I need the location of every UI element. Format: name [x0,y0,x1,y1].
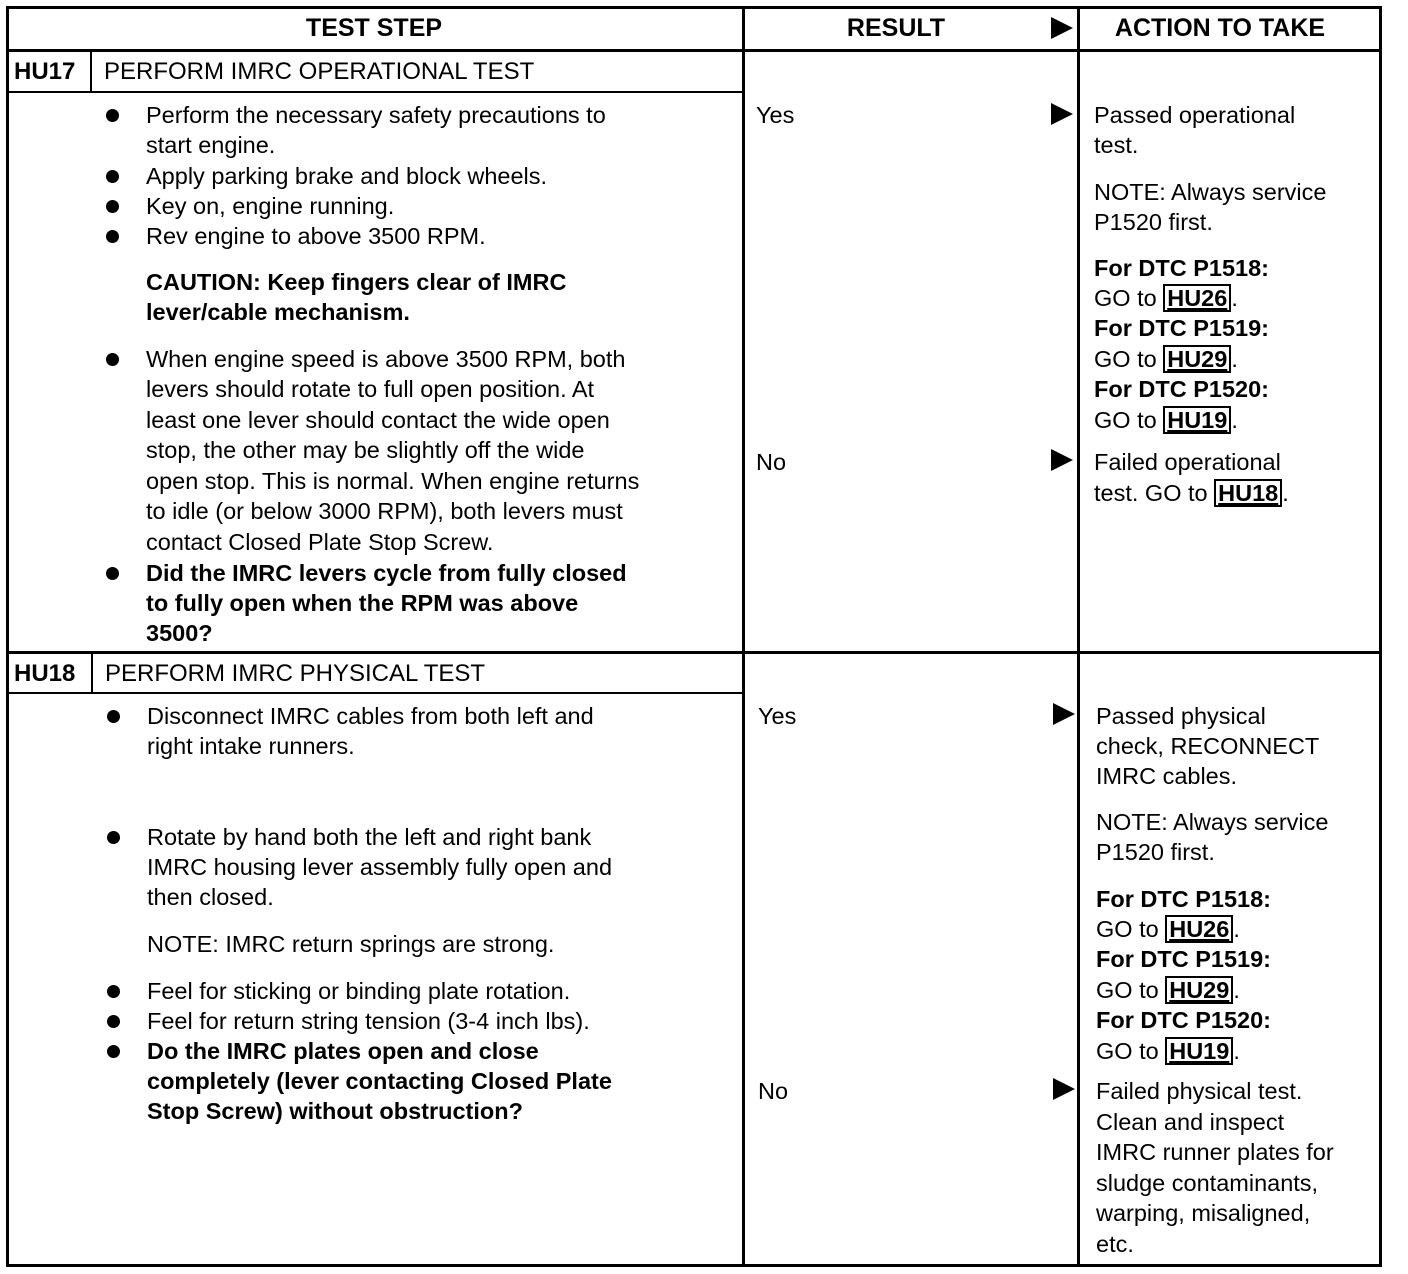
hu17-dtc1-go: GO to HU26 . [1094,285,1238,311]
hu17-yes-action-line1: Passed operational [1094,102,1296,128]
hu17-id: HU17 [14,58,76,85]
hu17-result-yes: Yes [756,102,795,128]
bullet-icon [106,567,119,580]
hu17-step5-line5: open stop. This is normal. When engine returns [146,468,640,494]
hu17-no-link[interactable]: HU18 [1214,479,1282,507]
hu17-question-line2: to fully open when the RPM was above [146,590,579,616]
hu17-no-arrow-icon [1051,449,1073,471]
header-test-step: TEST STEP [305,14,443,42]
hu17-step2: Apply parking brake and block wheels. [146,163,548,189]
hu17-step4: Rev engine to above 3500 RPM. [146,223,486,249]
header-action: ACTION TO TAKE [1114,14,1326,42]
hu17-step1-line1: Perform the necessary safety precautions to [146,102,606,128]
hu17-no-action-line1: Failed operational [1094,449,1281,475]
hu18-dtc3-go: GO to HU19 . [1096,1038,1240,1064]
hu18-dtc1-go: GO to HU26 . [1096,916,1240,942]
hu17-caution-line1: CAUTION: Keep fingers clear of IMRC [146,269,567,295]
hu18-yes-action-line3: IMRC cables. [1096,763,1238,789]
hu18-step2-line2: IMRC housing lever assembly fully open and [147,854,613,880]
hu17-dtc3-link[interactable]: HU19 [1163,406,1231,434]
col-divider-1 [742,6,745,1267]
table-border-right [1379,6,1382,1267]
diagnostic-table [6,6,1382,1268]
hu18-question-line3: Stop Screw) without obstruction? [147,1098,523,1124]
hu17-yes-action-line2: test. [1094,132,1139,158]
hu18-id: HU18 [14,660,76,687]
hu18-no-action-line1: Failed physical test. [1096,1078,1303,1104]
hu17-step3: Key on, engine running. [146,193,395,219]
hu17-caution-line2: lever/cable mechanism. [146,299,410,325]
hu17-step5-line2: levers should rotate to full open position. At [146,376,595,402]
bullet-icon [107,1045,120,1058]
hu17-step5-line1: When engine speed is above 3500 RPM, both [146,346,626,372]
bullet-icon [107,985,120,998]
table-border-left [6,6,9,1267]
hu17-step1-line2: start engine. [146,132,276,158]
col-divider-2 [1077,6,1080,1267]
hu18-step3: Feel for sticking or binding plate rotation. [147,978,571,1004]
hu18-result-no: No [758,1078,789,1104]
header-result: RESULT [846,14,946,42]
hu17-id-divider [90,52,92,92]
table-border-bottom [6,1264,1382,1267]
hu17-dtc3-go: GO to HU19 . [1094,407,1238,433]
hu18-note-line2: P1520 first. [1096,839,1215,865]
hu17-step5-line6: to idle (or below 3000 RPM), both levers must [146,498,623,524]
hu18-no-action-line6: etc. [1096,1231,1134,1257]
hu17-question-line1: Did the IMRC levers cycle from fully closed [146,560,627,586]
hu18-question-line1: Do the IMRC plates open and close [147,1038,539,1064]
hu18-no-action-line2: Clean and inspect [1096,1109,1285,1135]
header-arrow-icon [1051,17,1073,39]
hu17-question-line3: 3500? [146,620,213,646]
hu17-yes-arrow-icon [1051,103,1073,125]
hu18-yes-arrow-icon [1053,703,1075,725]
hu18-result-yes: Yes [758,703,797,729]
hu18-no-action-line5: warping, misaligned, [1096,1200,1311,1226]
hu17-dtc1-label: For DTC P1518: [1094,255,1269,281]
hu18-step2-line3: then closed. [147,884,274,910]
bullet-icon [106,170,119,183]
bullet-icon [107,831,120,844]
hu18-dtc2-go: GO to HU29 . [1096,977,1240,1003]
hu17-dtc2-link[interactable]: HU29 [1163,345,1231,373]
hu18-question-line2: completely (lever contacting Closed Plate [147,1068,612,1094]
hu17-title: PERFORM IMRC OPERATIONAL TEST [104,58,535,85]
hu17-step5-line7: contact Closed Plate Stop Screw. [146,529,494,555]
bullet-icon [106,230,119,243]
hu17-dtc2-go: GO to HU29 . [1094,346,1238,372]
hu17-dtc1-link[interactable]: HU26 [1163,284,1231,312]
hu18-yes-action-line2: check, RECONNECT [1096,733,1320,759]
hu18-note-step: NOTE: IMRC return springs are strong. [147,931,555,957]
hu18-step2-line1: Rotate by hand both the left and right bank [147,824,592,850]
hu17-dtc2-label: For DTC P1519: [1094,315,1269,341]
hu18-note-line1: NOTE: Always service [1096,809,1329,835]
hu17-dtc3-label: For DTC P1520: [1094,376,1269,402]
hu17-step5-line4: stop, the other may be slightly off the wide [146,437,585,463]
hu18-dtc3-link[interactable]: HU19 [1165,1037,1233,1065]
hu18-yes-action-line1: Passed physical [1096,703,1266,729]
hu18-title: PERFORM IMRC PHYSICAL TEST [105,660,486,687]
hu17-no-action-line2: test. GO to HU18 . [1094,480,1289,506]
bullet-icon [106,353,119,366]
bullet-icon [107,710,120,723]
hu17-note-line2: P1520 first. [1094,209,1213,235]
bullet-icon [106,109,119,122]
hu18-step1-line1: Disconnect IMRC cables from both left and [147,703,594,729]
bullet-icon [106,200,119,213]
bullet-icon [107,1015,120,1028]
hu18-no-arrow-icon [1053,1078,1075,1100]
hu18-id-divider [91,654,93,693]
hu17-note-line1: NOTE: Always service [1094,179,1327,205]
hu17-step5-line3: least one lever should contact the wide open [146,407,610,433]
hu18-dtc3-label: For DTC P1520: [1096,1007,1271,1033]
hu18-no-action-line4: sludge contaminants, [1096,1170,1319,1196]
hu18-dtc2-link[interactable]: HU29 [1165,976,1233,1004]
hu18-no-action-line3: IMRC runner plates for [1096,1139,1334,1165]
hu18-step1-line2: right intake runners. [147,733,355,759]
hu17-result-no: No [756,449,787,475]
hu18-dtc1-label: For DTC P1518: [1096,886,1271,912]
hu18-dtc1-link[interactable]: HU26 [1165,915,1233,943]
hu18-step4: Feel for return string tension (3-4 inch lbs). [147,1008,590,1034]
hu18-dtc2-label: For DTC P1519: [1096,946,1271,972]
